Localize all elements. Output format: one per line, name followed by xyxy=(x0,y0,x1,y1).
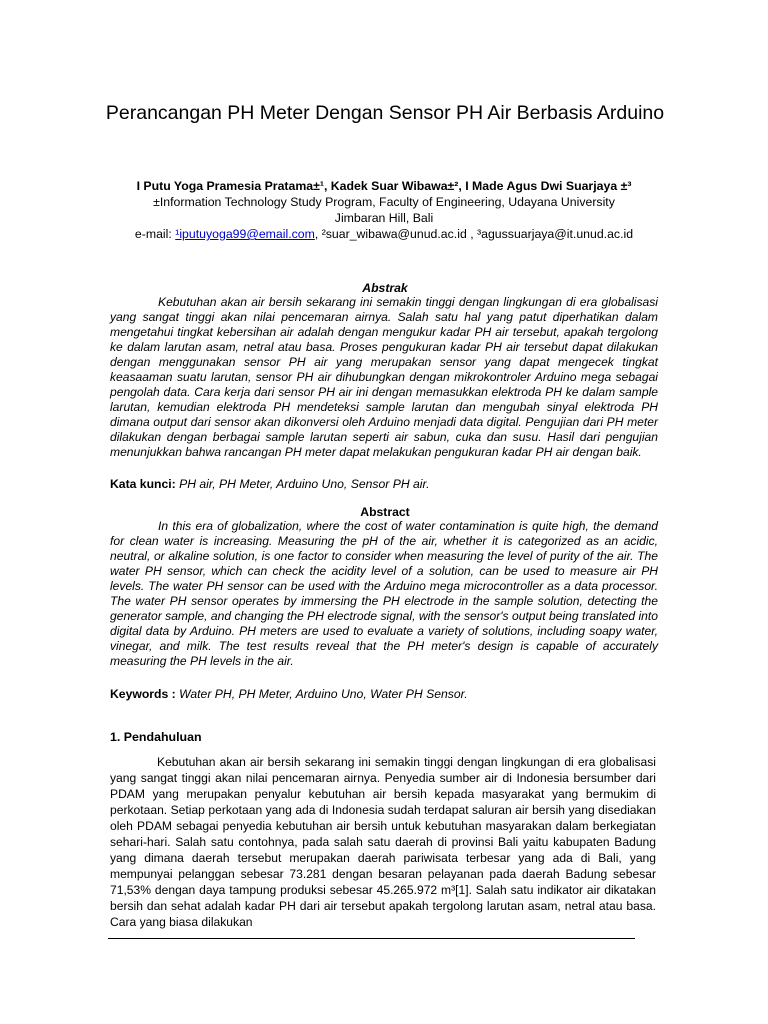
email-link[interactable]: ¹iputuyoga99@email.com xyxy=(175,227,315,241)
keywords-line xyxy=(110,687,658,701)
email-rest: , ²suar_wibawa@unud.ac.id , ³agussuarjaya@it.unud.ac.id xyxy=(314,227,634,241)
kata-kunci-value: PH air, PH Meter, Arduino Uno, Sensor PH air. xyxy=(175,477,430,491)
footnote-rule xyxy=(108,938,635,939)
paper-title: Perancangan PH Meter Dengan Sensor PH Air Berbasis Arduino xyxy=(105,102,665,124)
keywords-value: Water PH, PH Meter, Arduino Uno, Water PH Sensor. xyxy=(175,687,468,701)
kata-kunci-line xyxy=(110,477,658,491)
abstract-heading: Abstract xyxy=(360,505,410,519)
keywords-label: Keywords : xyxy=(110,687,176,701)
abstract-body: In this era of globalization, where the cost of water contamination is quite high, the demand for clean water is increasing. Measuring the pH of the air, whether it is categorized as an acidic, neutral, or alkaline solution, is one factor to consider when measuring the level of purity of the air. The water PH sensor, which can check the acidity level of a solution, can be used to measure air PH levels. The water PH sensor can be used with the Arduino mega microcontroller as a data processor. The water PH sensor operates by immersing the PH electrode in the sample solution, detecting the generator sample, and changing the PH electrode signal, with the sensor's output being translated into digital data by Arduino. PH meters are used to evaluate a variety of solutions, including soapy water, vinegar, and milk. The test results reveal that the PH meter's design is capable of accurately measuring the PH levels in the air. xyxy=(110,519,658,668)
email-prefix: e-mail: xyxy=(134,227,176,241)
author-names: I Putu Yoga Pramesia Pratama±¹, Kadek Suar Wibawa±², I Made Agus Dwi Suarjaya ±³ xyxy=(136,179,632,193)
abstrak-heading: Abstrak xyxy=(362,281,408,295)
section-heading: 1. Pendahuluan xyxy=(110,730,202,744)
location: Jimbaran Hill, Bali xyxy=(334,211,434,225)
abstrak-body: Kebutuhan akan air bersih sekarang ini semakin tinggi dengan lingkungan di era globalisasi yang sangat tinggi akan nilai pencemaran airnya. Salah satu hal yang patut diperhatikan dalam mengetahui tingkat kebersihan air adalah dengan mengukur kadar PH air tersebut, apakah tergolong ke dalam larutan asam, netral atau basa. Proses pengukuran kadar PH air tersebut dapat dilakukan dengan menggunakan sensor PH air yang merupakan sensor yang dapat mengecek tingkat keasaaman suatu larutan, sensor PH air dihubungkan dengan mikrokontroler Arduino mega sebagai pengolah data. Cara kerja dari sensor PH air ini dengan memasukkan elektroda PH ke dalam sample larutan, kemudian elektroda PH mendeteksi sample larutan dan mengubah sinyal elektroda PH dimana output dari sensor akan dikonversi oleh Arduino menjadi data digital. Pengujian dari PH meter dilakukan dengan berbagai sample larutan seperti air sabun, cuka dan susu. Hasil dari pengujian menunjukkan bahwa rancangan PH meter dapat melakukan pengukuran kadar PH air dengan baik. xyxy=(110,295,658,459)
affiliation: ±Information Technology Study Program, Faculty of Engineering, Udayana University xyxy=(153,195,615,209)
kata-kunci-label: Kata kunci: xyxy=(110,477,176,491)
email-line xyxy=(70,226,698,242)
intro-paragraph: Kebutuhan akan air bersih sekarang ini semakin tinggi dengan lingkungan di era globalisasi yang sangat tinggi akan nilai pencemaran airnya. Penyedia sumber air di Indonesia bersumber dari PDAM yang merupakan penyalur kebutuhan air bersih kepada masyarakat yang bermukim di perkotaan. Setiap perkotaan yang ada di Indonesia sudah terdapat saluran air bersih yang disediakan oleh PDAM sebagai penyedia kebutuhan air bersih untuk kebutuhan masyarakan dalam berkegiatan sehari-hari. Salah satu contohnya, pada salah satu daerah di provinsi Bali yaitu kabupaten Badung yang dimana daerah tersebut merupakan daerah pariwisata terbesar yang ada di Bali, yang mempunyai pelanggan sebesar 73.281 dengan besaran pelayanan pada daerah Badung sebesar 71,53% dengan daya tampung produksi sebesar 45.265.972 m³[1]. Salah satu indikator air dikatakan bersih dan sehat adalah kadar PH dari air tersebut apakah tergolong larutan asam, netral atau basa. Cara yang biasa dilakukan xyxy=(110,755,656,929)
author-block xyxy=(70,178,698,242)
